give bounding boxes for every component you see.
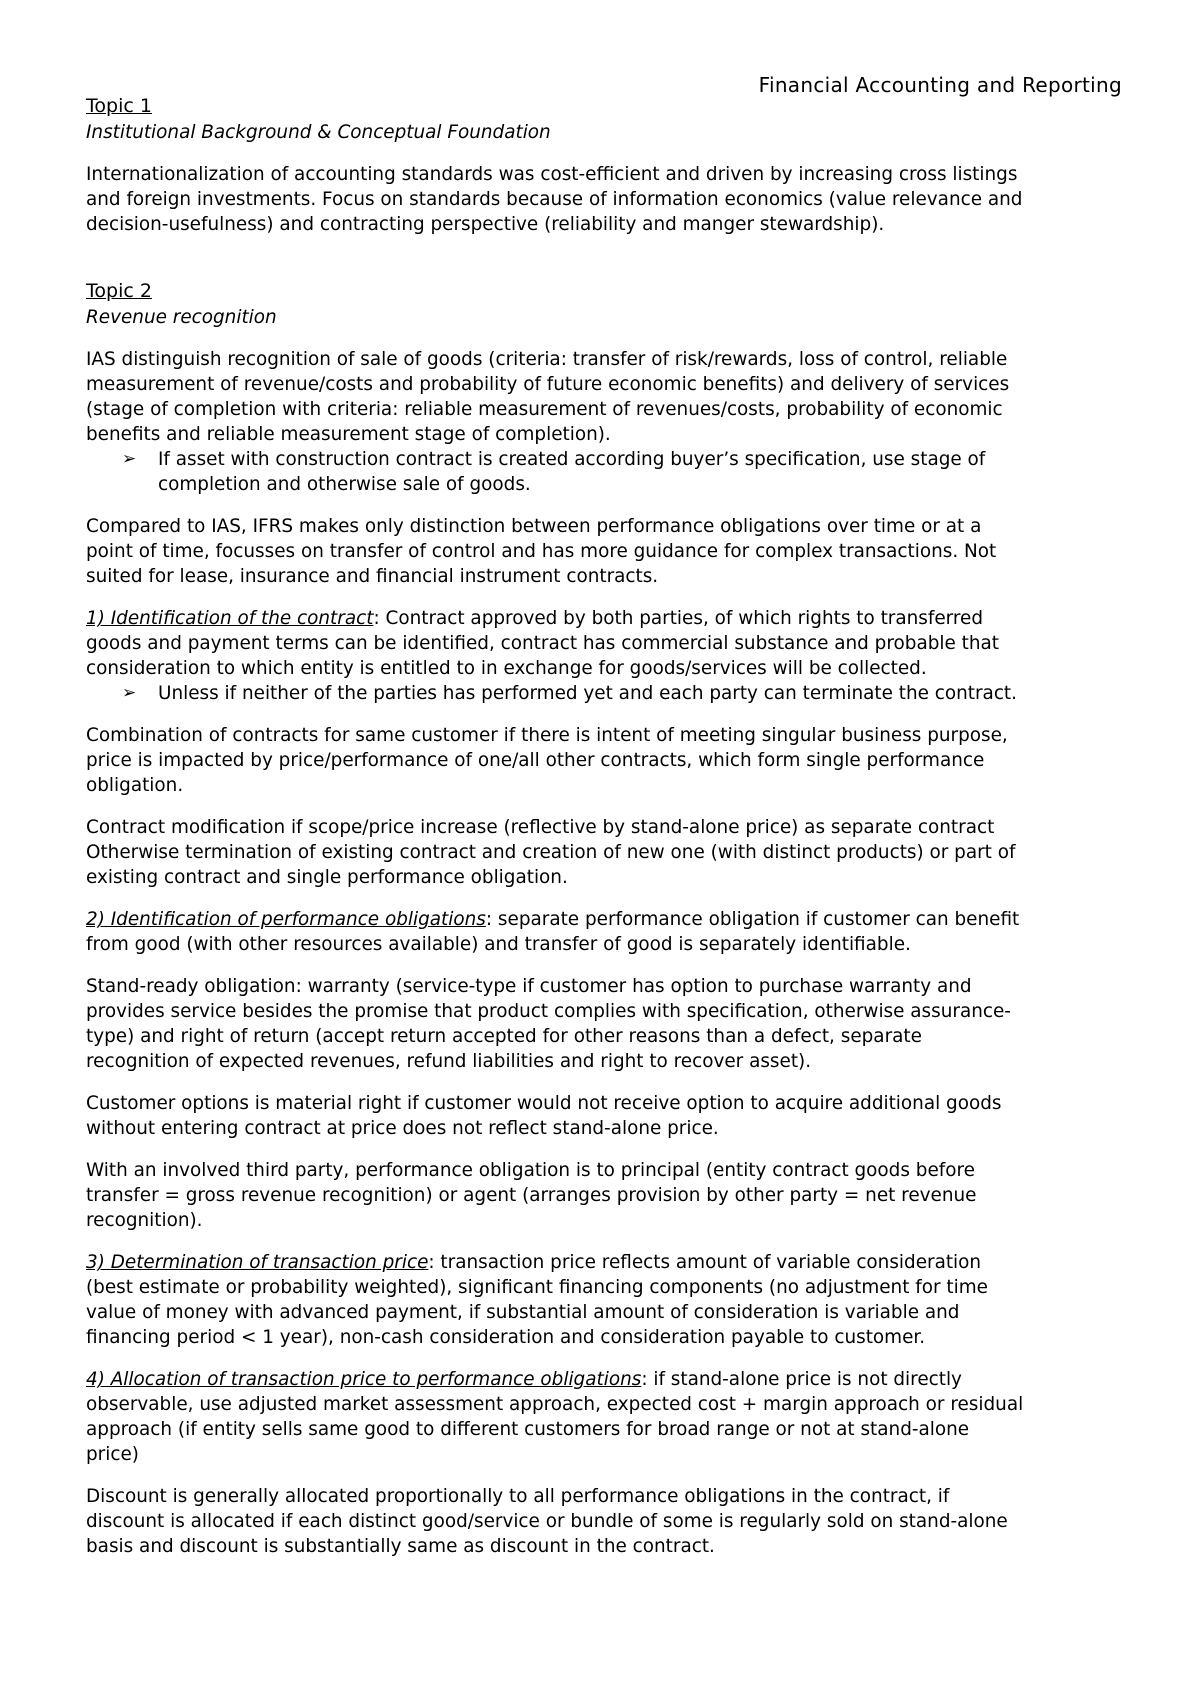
paragraph-line: (best estimate or probability weighted), significant financing components (no adjustment for time: [86, 1277, 988, 1298]
paragraph-line: recognition of expected revenues, refund liabilities and right to recover asset).: [86, 1051, 812, 1072]
paragraph-line: price): [86, 1444, 139, 1465]
paragraph-line: obligation.: [86, 775, 184, 796]
arrow-bullet-icon: ➢: [122, 683, 137, 703]
paragraph-line: suited for lease, insurance and financial instrument contracts.: [86, 566, 659, 587]
paragraph-line: Combination of contracts for same customer if there is intent of meeting singular business purpose,: [86, 725, 1008, 746]
paragraph-line: Contract modification if scope/price increase (reflective by stand-alone price) as separate contract: [86, 817, 995, 838]
paragraph-line: discount is allocated if each distinct good/service or bundle of some is regularly sold on stand-alone: [86, 1511, 1008, 1532]
step-4-line: [86, 1367, 962, 1392]
paragraph-line: price is impacted by price/performance of one/all other contracts, which form single performance: [86, 750, 985, 771]
paragraph-line: observable, use adjusted market assessment approach, expected cost + margin approach or residual: [86, 1394, 1024, 1415]
topic-2-subheading: Revenue recognition: [86, 307, 277, 328]
paragraph-line: from good (with other resources available) and transfer of good is separately identifiable.: [86, 934, 911, 955]
paragraph-line: goods and payment terms can be identified, contract has commercial substance and probable that: [86, 633, 1000, 654]
paragraph-line: approach (if entity sells same good to different customers for broad range or not at stand-alone: [86, 1419, 970, 1440]
paragraph-line: basis and discount is substantially same as discount in the contract.: [86, 1536, 715, 1557]
topic-1-line: decision-usefulness) and contracting perspective (reliability and manger stewardship).: [86, 214, 885, 235]
topic-1-line: Internationalization of accounting standards was cost-efficient and driven by increasing cross listings: [86, 164, 1018, 185]
step-3-label: 3) Determination of transaction price: [86, 1252, 429, 1273]
step-4-text: : if stand-alone price is not directly: [641, 1369, 962, 1390]
paragraph-line: point of time, focusses on transfer of control and has more guidance for complex transactions. Not: [86, 541, 997, 562]
step-3-text: : transaction price reflects amount of variable consideration: [428, 1252, 982, 1273]
bullet-text: completion and otherwise sale of goods.: [158, 474, 531, 495]
step-3-line: [86, 1250, 981, 1275]
paragraph-line: value of money with advanced payment, if substantial amount of consideration is variable and: [86, 1302, 960, 1323]
bullet-text: Unless if neither of the parties has performed yet and each party can terminate the contract.: [158, 683, 1017, 704]
paragraph-line: financing period < 1 year), non-cash consideration and consideration payable to customer.: [86, 1327, 926, 1348]
paragraph-line: without entering contract at price does not reflect stand-alone price.: [86, 1118, 719, 1139]
paragraph-line: Customer options is material right if customer would not receive option to acquire additional goods: [86, 1093, 1002, 1114]
paragraph-line: type) and right of return (accept return accepted for other reasons than a defect, separate: [86, 1026, 922, 1047]
step-2-text: : separate performance obligation if customer can benefit: [485, 909, 1020, 930]
step-1-line: [86, 606, 983, 631]
paragraph-line: With an involved third party, performance obligation is to principal (entity contract goods before: [86, 1160, 975, 1181]
paragraph-line: consideration to which entity is entitled to in exchange for goods/services will be collected.: [86, 658, 927, 679]
step-2-line: [86, 907, 1019, 932]
step-2-label: 2) Identification of performance obligations: [86, 909, 486, 930]
paragraph-line: (stage of completion with criteria: reliable measurement of revenues/costs, probability of economic: [86, 399, 1003, 420]
paragraph-line: transfer = gross revenue recognition) or agent (arranges provision by other party = net revenue: [86, 1185, 977, 1206]
step-4-label: 4) Allocation of transaction price to performance obligations: [86, 1369, 642, 1390]
topic-2-heading: Topic 2: [86, 280, 152, 302]
topic-1-heading: Topic 1: [86, 95, 152, 117]
paragraph-line: Compared to IAS, IFRS makes only distinction between performance obligations over time or at a: [86, 516, 982, 537]
document-header: Financial Accounting and Reporting: [758, 73, 1122, 97]
paragraph-line: Stand-ready obligation: warranty (service-type if customer has option to purchase warranty and: [86, 976, 972, 997]
paragraph-line: Otherwise termination of existing contract and creation of new one (with distinct products) or part of: [86, 842, 1016, 863]
paragraph-line: recognition).: [86, 1210, 203, 1231]
step-1-label: 1) Identification of the contract: [86, 608, 374, 629]
bullet-text: If asset with construction contract is created according buyer’s specification, use stage of: [158, 449, 986, 470]
arrow-bullet-icon: ➢: [122, 449, 137, 469]
paragraph-line: provides service besides the promise that product complies with specification, otherwise assurance-: [86, 1001, 1011, 1022]
topic-1-subheading: Institutional Background & Conceptual Foundation: [86, 122, 551, 143]
paragraph-line: existing contract and single performance obligation.: [86, 867, 568, 888]
paragraph-line: benefits and reliable measurement stage of completion).: [86, 424, 611, 445]
step-1-text: : Contract approved by both parties, of which rights to transferred: [373, 608, 984, 629]
paragraph-line: IAS distinguish recognition of sale of goods (criteria: transfer of risk/rewards, loss of control, reliable: [86, 349, 1008, 370]
paragraph-line: Discount is generally allocated proportionally to all performance obligations in the contract, if: [86, 1486, 950, 1507]
paragraph-line: measurement of revenue/costs and probability of future economic benefits) and delivery of services: [86, 374, 1010, 395]
topic-1-line: and foreign investments. Focus on standards because of information economics (value relevance and: [86, 189, 1023, 210]
